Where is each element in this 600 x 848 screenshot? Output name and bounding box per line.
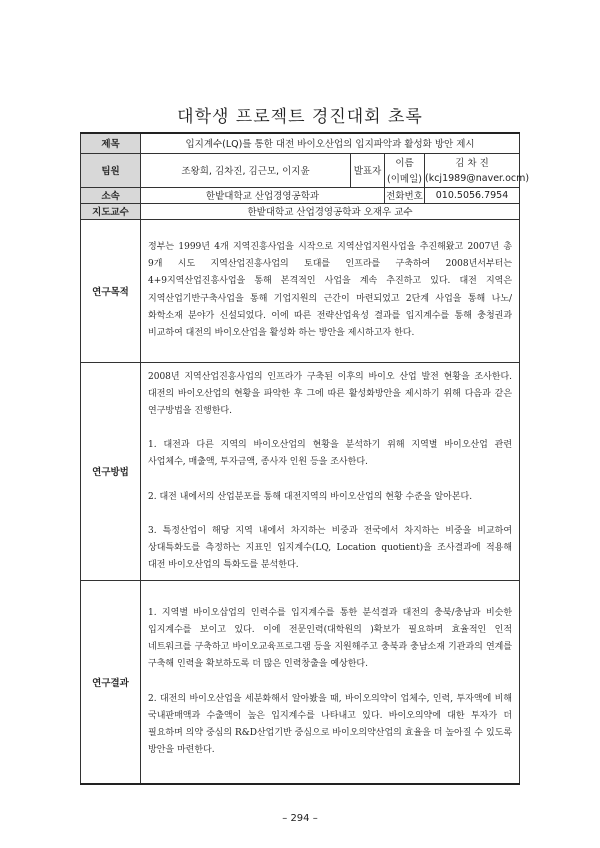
- advisor-value: 한밭대학교 산업경영공학과 오재우 교수: [141, 203, 520, 219]
- result-paragraph: 1. 지역별 바이오삽업의 인력수를 입지계수를 통한 분석결과 대전의 충북/충남과 비슷한 입지계수를 보이고 있다. 이에 전문인력(대학원의 )확보가 필요하며 효율적인 인적 네트워크를 구축하고 바이오교육프로그램 등을 지원해주고 충북과 충남소재 기관과의 연계를 구축해 인력을 확보하도록 더 많은 인력창출을 예상한다.: [148, 607, 513, 670]
- email-label: (이메일): [385, 170, 425, 187]
- method-paragraph: 1. 대전과 다른 지역의 바이오산업의 현황을 분석하기 위해 지역별 바이오산업 관련 사업체수, 매출액, 투자금액, 종사자 인원 등을 조사한다.: [148, 440, 513, 468]
- affiliation-value: 한밭대학교 산업경영공학과: [141, 187, 385, 203]
- purpose-cell: [141, 219, 520, 362]
- purpose-text: [141, 233, 519, 348]
- document-title: 대학생 프로젝트 경진대회 초록: [177, 107, 423, 127]
- phone-label: 전화번호: [385, 187, 425, 203]
- result-cell: [141, 581, 520, 784]
- result-label: 연구결과: [81, 581, 141, 784]
- affiliation-label: 소속: [81, 187, 141, 203]
- method-paragraph: 2. 대전 내에서의 산업분포를 통해 대전지역의 바이오산업의 현황 수준을 알아본다.: [148, 491, 473, 502]
- phone-value: 010.5056.7954: [425, 187, 520, 203]
- method-text: [141, 363, 519, 581]
- method-paragraph: 3. 특정산업이 해당 지역 내에서 차지하는 비중과 전국에서 차지하는 비중을 비교하여 상대특화도를 측정하는 지표인 입지계수(LQ, Location quotient)을 조사결과에 적용해 대전 바이오산업의 특화도를 분석한다.: [148, 525, 513, 571]
- result-paragraph: 2. 대전의 바이오산업을 세분화해서 알아봤을 때, 바이오의약이 업체수, 인력, 투자액에 비해 국내판매액과 수출액이 높은 입지계수를 나타내고 있다. 바이오의약에 대한 투자가 더 필요하며 의약 중심의 R&D산업기반 중심으로 바이오의약산업의 효율을 더 높아질 수 있도록 방안을 마련한다.: [148, 693, 513, 756]
- subject-value: 입지계수(LQ)를 통한 대전 바이오산업의 입지파악과 활성화 방안 제시: [141, 133, 520, 153]
- method-cell: [141, 362, 520, 581]
- purpose-label: 연구목적: [81, 219, 141, 362]
- result-text: [141, 599, 519, 766]
- presenter-name-value: 김 차 진: [425, 153, 520, 170]
- purpose-paragraph: 정부는 1999년 4개 지역진흥사업을 시작으로 지역산업지원사업을 추진해왔고 2007년 총 9개 시도 지역산업진흥사업의 토대를 인프라를 구축하여 2008년서부터는 4+9지역산업진흥사업을 통해 본격적인 사업을 계속 추진하고 있다. 대전 지역은 지역산업기반구축사업을 통해 기업지원의 근간이 마련되었고 2단계 사업을 통해 나노/화학소재 분야가 신설되었다. 이에 따른 전략산업육성 결과를 입지계수를 통해 충청권과 비교하여 대전의 바이오산업을 활성화 하는 방안을 제시하고자 한다.: [148, 241, 513, 338]
- abstract-form-table: [80, 132, 530, 785]
- advisor-label: 지도교수: [81, 203, 141, 219]
- method-paragraph: 2008년 지역산업진흥사업의 인프라가 구축된 이후의 바이오 산업 발전 현황을 조사한다. 대전의 바이오산업의 현황을 파악한 후 그에 따른 활성화방안을 제시하기 위해 다음과 같은 연구방법을 진행한다.: [148, 371, 513, 416]
- team-members-value: 조왕희, 김차진, 김근모, 이지윤: [141, 153, 351, 187]
- subject-label: 제목: [81, 133, 141, 153]
- team-label: 팀원: [81, 153, 141, 187]
- presenter-email-value: (kcj1989@naver.ocm): [425, 170, 520, 187]
- name-label: 이름: [385, 153, 425, 170]
- page-number: – 294 –: [282, 813, 318, 824]
- presenter-label: 발표자: [351, 153, 385, 187]
- method-label: 연구방법: [81, 362, 141, 581]
